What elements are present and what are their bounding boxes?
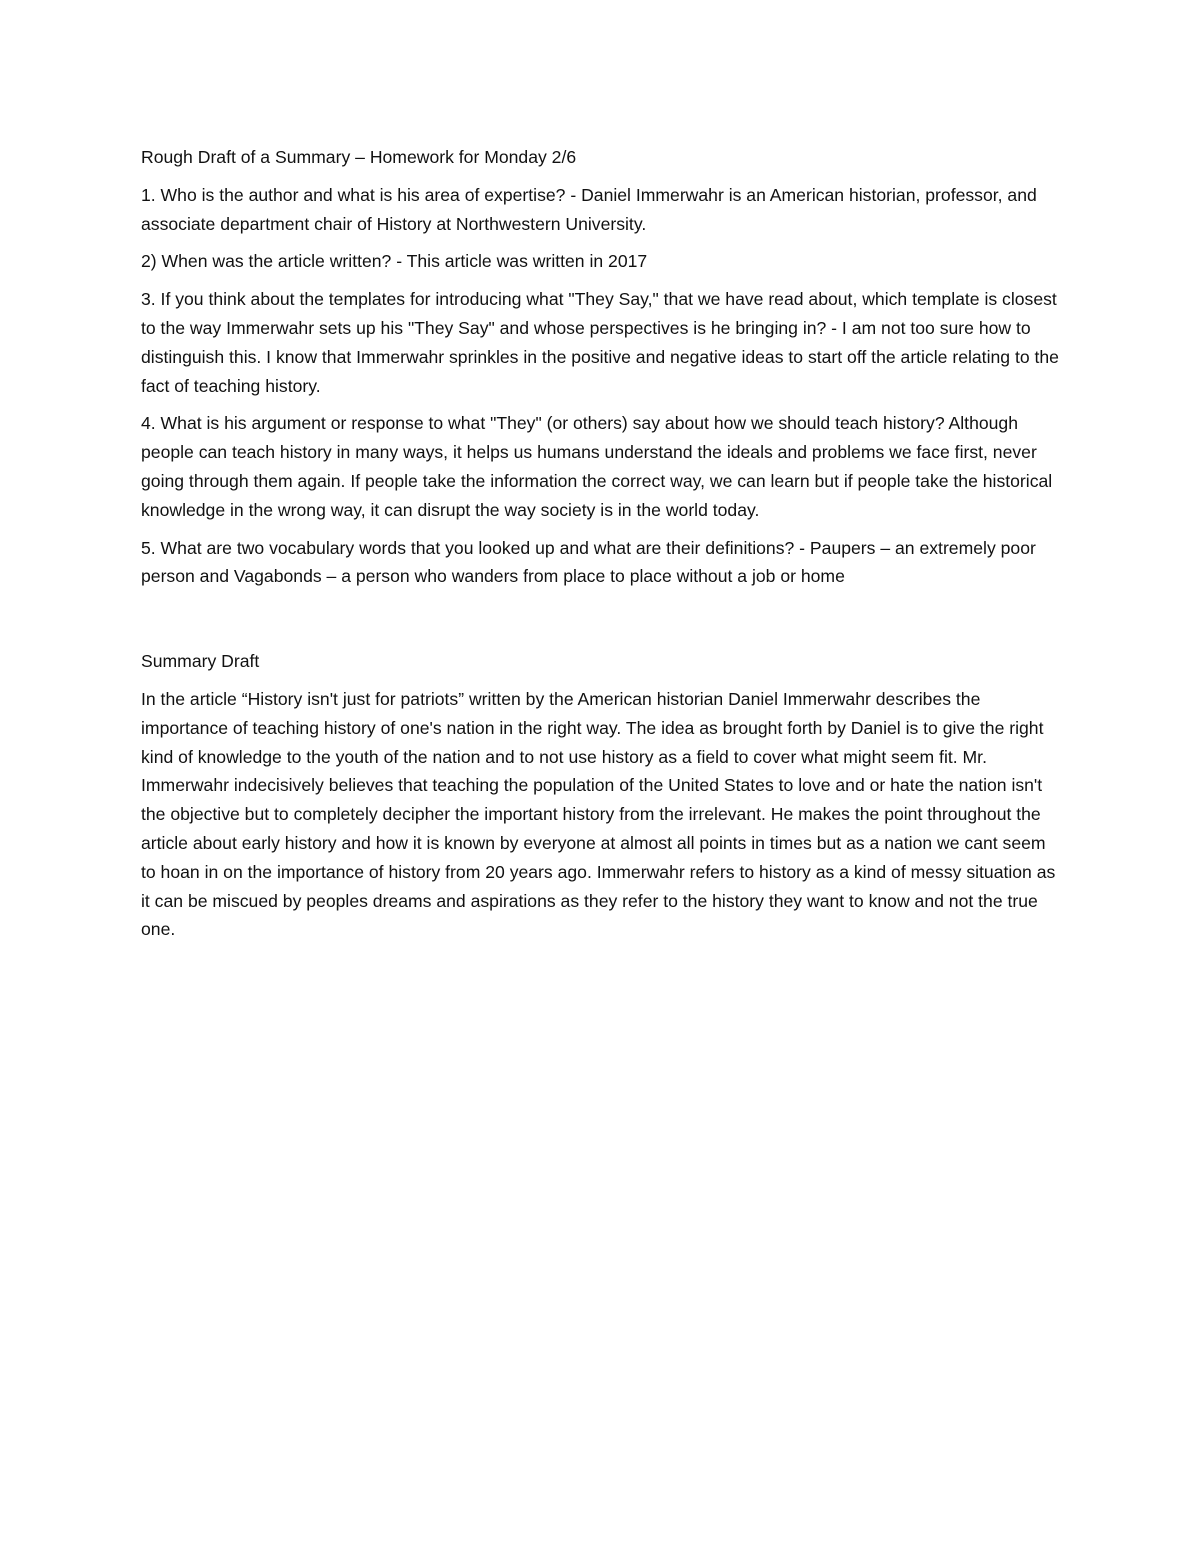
document-title: Rough Draft of a Summary – Homework for Monday 2/6 [141,147,577,167]
section-spacer [141,600,1061,647]
question-2: 2) When was the article written? - This article was written in 2017 [141,251,648,272]
summary-paragraph: In the article “History isn't just for patriots” written by the American historian Daniel Immerwahr describes the importance of teaching history of one's nation in the right way. The idea as brought forth by Daniel is to give the right kind of knowledge to the youth of the nation and to not use history as a field to cover what might seem fit. Mr. Immerwahr indecisively believes that teaching the population of the United States to love and or hate the nation isn't the objective but to completely decipher the important history from the irrelevant. He makes the point throughout the article about early history and how it is known by everyone at almost all points in times but as a nation we cant seem to hoan in on the importance of history from 20 years ago. Immerwahr refers to history as a kind of messy situation as it can be miscued by peoples dreams and aspirations as they refer to the history they want to know and not the true one. [141,688,1056,940]
summary-heading: Summary Draft [141,651,260,672]
question-1: 1. Who is the author and what is his area of expertise? - Daniel Immerwahr is an American historian, professor, and associate department chair of History at Northwestern University. [141,184,1037,234]
question-5: 5. What are two vocabulary words that you looked up and what are their definitions? - Paupers – an extremely poor person and Vagabonds – a person who wanders from place to place without a job or home [141,537,1036,587]
question-3: 3. If you think about the templates for introducing what "They Say," that we have read about, which template is closest to the way Immerwahr sets up his "They Say" and whose perspectives is he bringing in? - I am not too sure how to distinguish this. I know that Immerwahr sprinkles in the positive and negative ideas to start off the article relating to the fact of teaching history. [141,289,1059,396]
question-4: 4. What is his argument or response to what "They" (or others) say about how we should teach history? Although people can teach history in many ways, it helps us humans understand the ideals and problems we face first, never going through them again. If people take the information the correct way, we can learn but if people take the historical knowledge in the wrong way, it can disrupt the way society is in the world today. [141,413,1053,520]
document-body [141,143,1061,953]
